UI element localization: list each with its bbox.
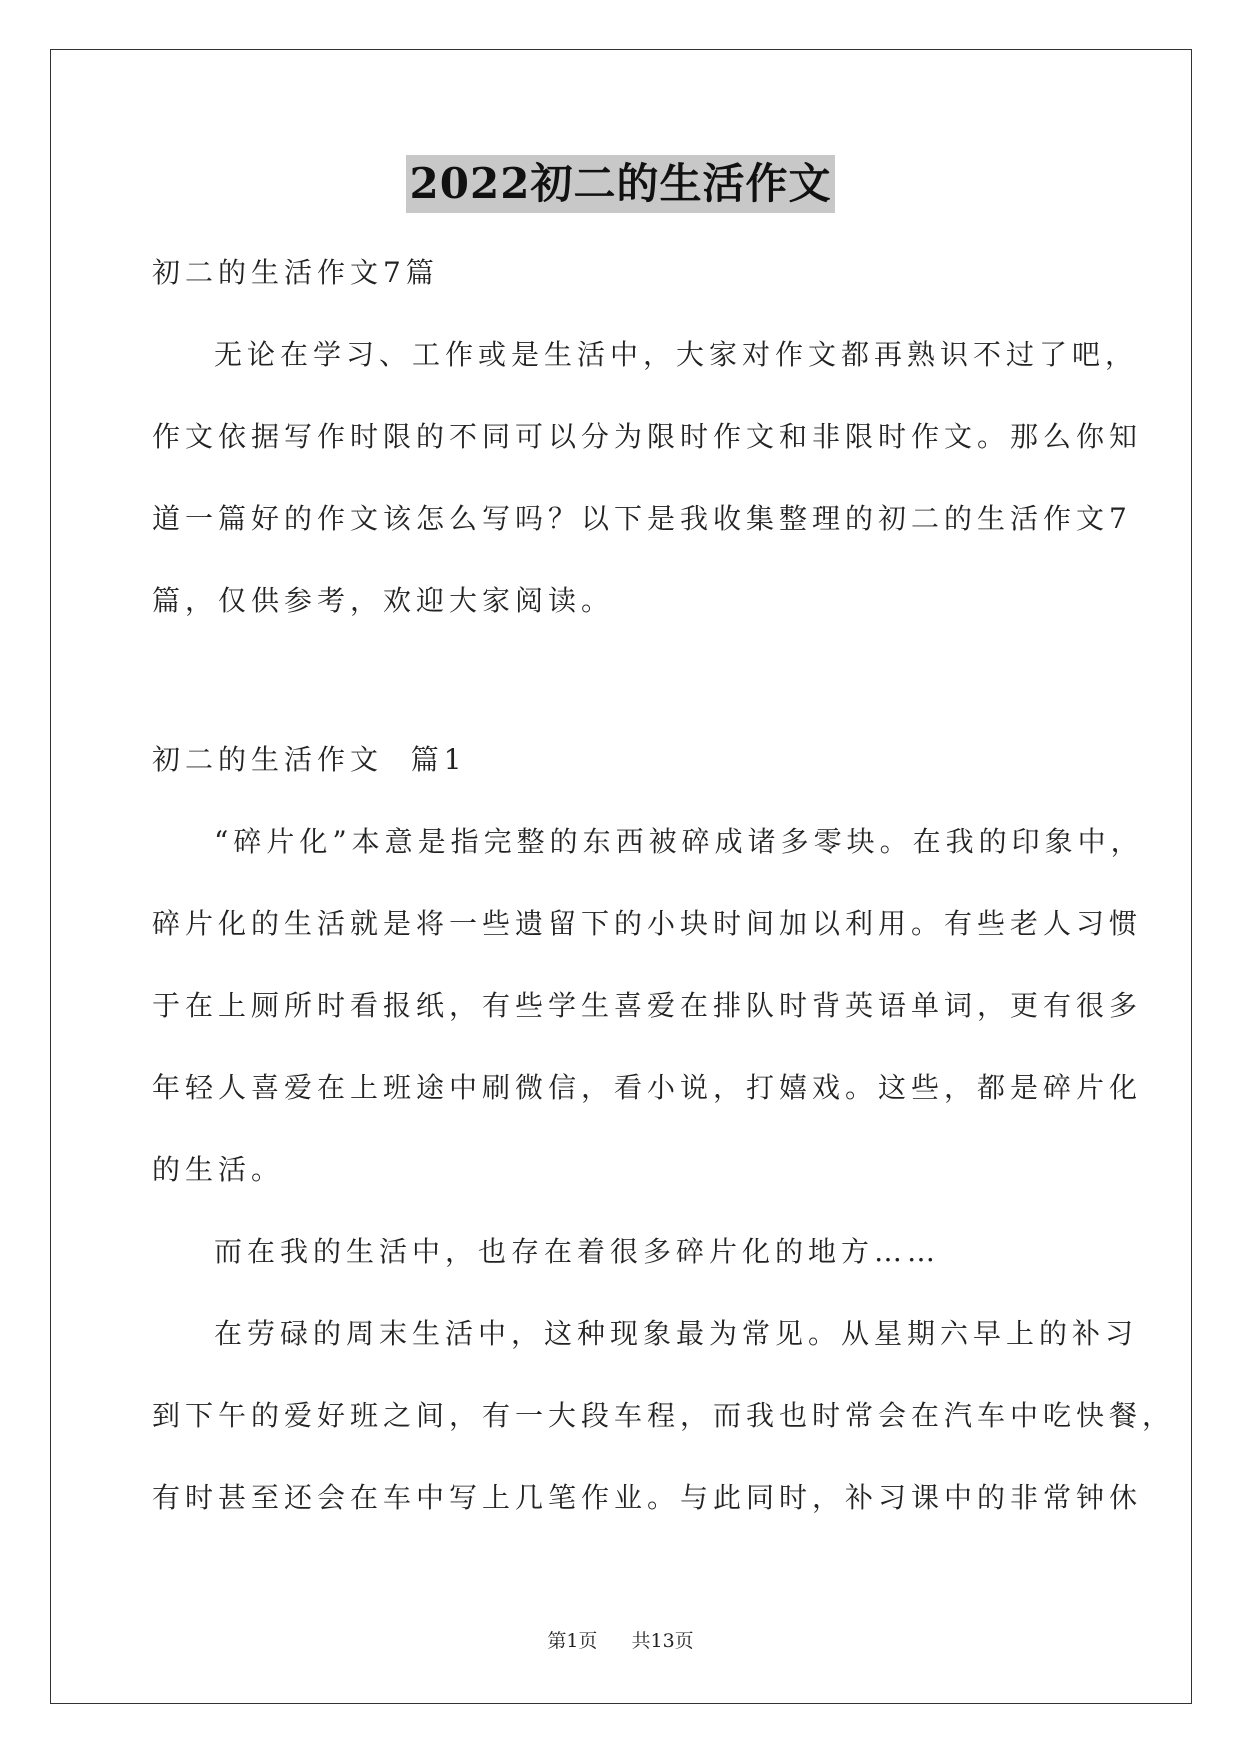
page-number: 第1页 <box>547 1630 598 1652</box>
document-title: 2022初二的生活作文 <box>406 155 836 213</box>
paragraph-line: 于在上厕所时看报纸，有些学生喜爱在排队时背英语单词，更有很多 <box>152 989 1143 1022</box>
document-subtitle: 初二的生活作文7篇 <box>152 256 439 289</box>
paragraph-line: 碎片化的生活就是将一些遗留下的小块时间加以利用。有些老人习惯 <box>152 907 1143 940</box>
section-gap <box>152 642 1092 719</box>
paragraph-line: 的生活。 <box>152 1153 285 1186</box>
paragraph-line: 到下午的爱好班之间，有一大段车程，而我也时常会在汽车中吃快餐， <box>152 1399 1176 1432</box>
intro-line: 篇，仅供参考，欢迎大家阅读。 <box>152 584 615 617</box>
page-total: 共13页 <box>631 1630 694 1652</box>
paragraph-line: 而在我的生活中，也存在着很多碎片化的地方…… <box>214 1235 941 1268</box>
document-body <box>152 232 1176 1539</box>
intro-line: 道一篇好的作文该怎么写吗？以下是我收集整理的初二的生活作文7 <box>152 502 1132 535</box>
page-footer <box>0 1626 1241 1653</box>
paragraph-line: 有时甚至还会在车中写上几笔作业。与此同时，补习课中的非常钟休 <box>152 1481 1143 1514</box>
paragraph-line: 在劳碌的周末生活中，这种现象最为常见。从星期六早上的补习 <box>214 1317 1139 1350</box>
title-wrap <box>0 155 1241 213</box>
paragraph-line: “碎片化”本意是指完整的东西被碎成诸多零块。在我的印象中， <box>214 825 1144 858</box>
intro-line: 无论在学习、工作或是生活中，大家对作文都再熟识不过了吧， <box>214 338 1139 371</box>
section-heading: 初二的生活作文 篇1 <box>152 743 467 776</box>
paragraph-line: 年轻人喜爱在上班途中刷微信，看小说，打嬉戏。这些，都是碎片化 <box>152 1071 1143 1104</box>
intro-line: 作文依据写作时限的不同可以分为限时作文和非限时作文。那么你知 <box>152 420 1143 453</box>
